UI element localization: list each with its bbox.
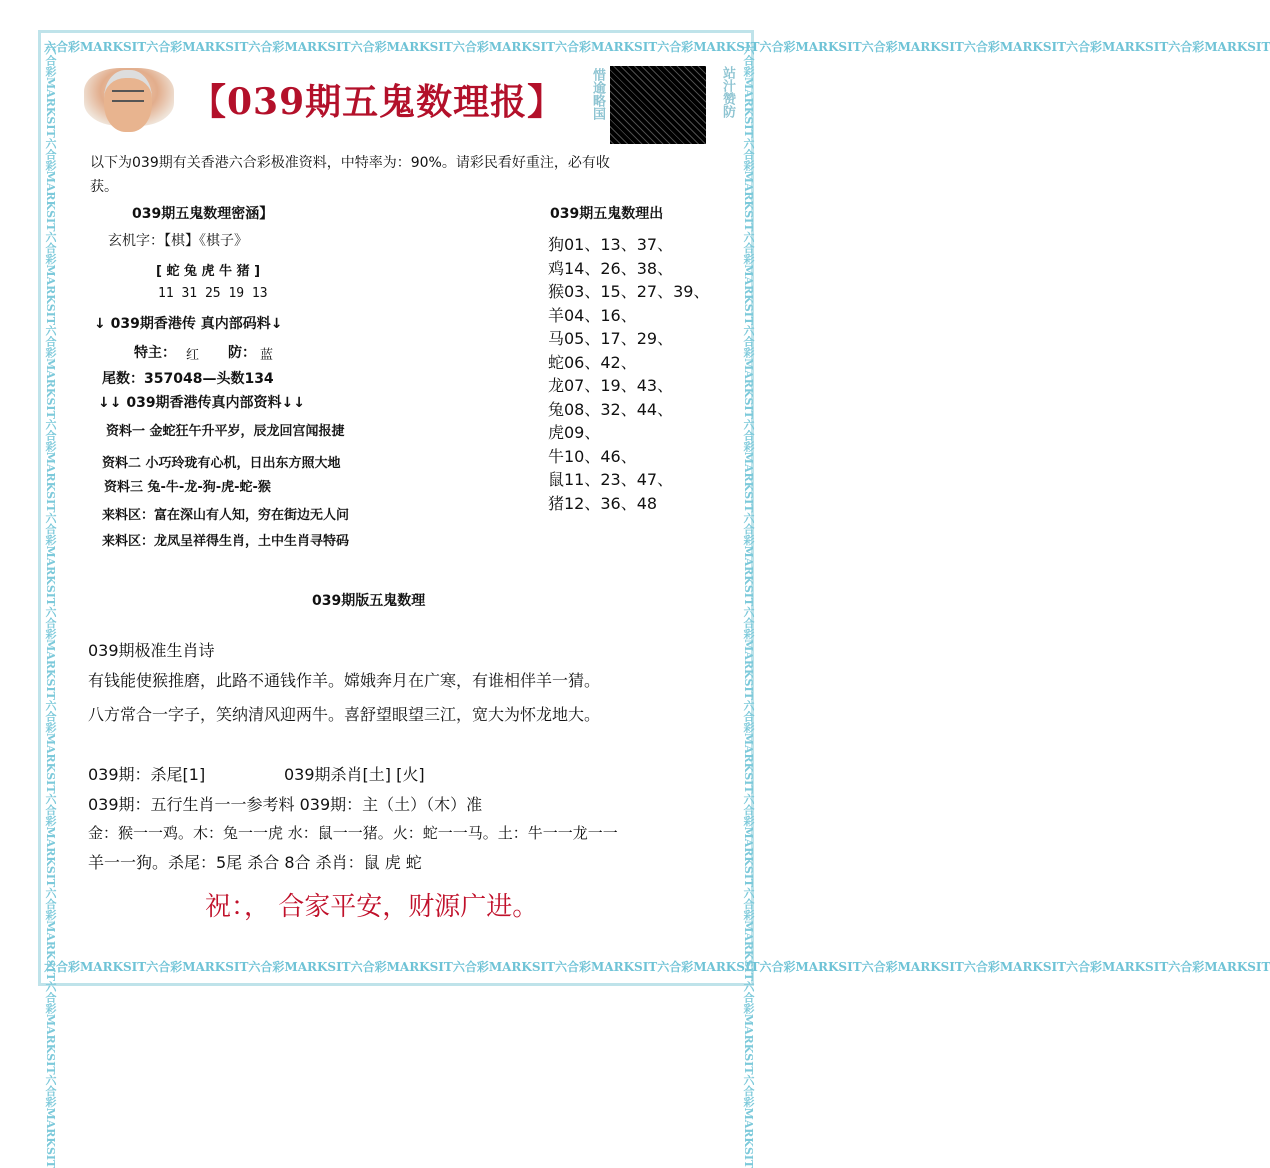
section-title: 039期版五鬼数理 — [312, 593, 426, 609]
hk-heading: ↓ 039期香港传 真内部码料↓ — [94, 316, 283, 332]
left-heading: 039期五鬼数理密涵】 — [132, 206, 274, 222]
avatar-photo — [84, 68, 174, 126]
ziliao-2: 资料二 小巧玲珑有心机，日出东方照大地 — [102, 456, 341, 471]
poem-title: 039期极准生肖诗 — [88, 641, 215, 660]
numbers-text: 11 31 25 19 13 — [158, 286, 268, 301]
fang-value: 蓝 — [260, 348, 274, 363]
weishu-text: 尾数：357048—头数134 — [102, 371, 274, 387]
watermark-bottom: 六合彩MARKSIT六合彩MARKSIT六合彩MARKSIT六合彩MARKSIT六合彩MARKSIT六合彩MARKSIT六合彩MARKSIT六合彩MARKSIT六合彩MARKSIT六合彩MARKSIT六合彩MARKSIT六合彩MARKSIT — [44, 960, 1270, 974]
laoliao-1: 来料区：富在深山有人知，穷在街边无人问 — [102, 508, 350, 523]
xuanji-text: 玄机字：【棋】《棋子》 — [108, 233, 248, 249]
zodiac-row: 狗01、13、37、 — [548, 235, 674, 254]
zodiac-row: 兔08、32、44、 — [548, 399, 674, 419]
ziliao-1: 资料一 金蛇狂午升平岁，辰龙回宫闻报捷 — [106, 424, 345, 439]
tezhu-label: 特主： — [134, 345, 176, 361]
zodiac-row: 马05、17、29、 — [548, 329, 674, 348]
zodiac-row: 牛10、46、 — [548, 446, 637, 466]
zodiac-row: 猴03、15、27、39、 — [548, 282, 710, 301]
zodiac-row: 鸡14、26、38、 — [548, 258, 674, 278]
zodiac-row: 龙07、19、43、 — [548, 376, 674, 395]
intro-text: 以下为039期有关香港六合彩极准资料，中特率为：90%。请彩民看好重注，必有收 — [90, 155, 610, 171]
ziliao-3: 资料三 兔-牛-龙-狗-虎-蛇-猴 — [104, 480, 271, 495]
poem-line-2: 八方常合一字子，笑纳清风迎两牛。喜舒望眼望三江，宽大为怀龙地大。 — [88, 705, 601, 724]
wuxing-text: 039期：五行生肖一一参考料 039期：主（土）（木）准 — [88, 795, 483, 814]
zodiac-row: 羊04、16、 — [548, 305, 637, 325]
animals-text: [ 蛇 兔 虎 牛 猪 ] — [156, 264, 261, 279]
tezhu-value: 红 — [186, 348, 200, 363]
zodiac-row: 猪12、36、48 — [548, 493, 658, 513]
kill-zodiac-text: 039期杀肖[土] [火] — [284, 765, 425, 784]
stamp-text-left: 惜逾略国 — [590, 68, 605, 120]
intro-text-2: 获。 — [90, 179, 118, 195]
elements-text: 金：猴一一鸡。木：兔一一虎 水：鼠一一猪。火：蛇一一马。土：牛一一龙一一 — [88, 824, 618, 842]
poem-line-1: 有钱能使猴推磨，此路不通钱作羊。嫦娥奔月在广寒，有谁相伴羊一猜。 — [88, 671, 601, 690]
stamp-text-right: 站汁赞防 — [720, 66, 735, 118]
page-title: 【039期五鬼数理报】 — [190, 81, 565, 123]
hk-heading-2: ↓↓ 039期香港传真内部资料↓↓ — [98, 395, 306, 411]
watermark-top: 六合彩MARKSIT六合彩MARKSIT六合彩MARKSIT六合彩MARKSIT六合彩MARKSIT六合彩MARKSIT六合彩MARKSIT六合彩MARKSIT六合彩MARKSIT六合彩MARKSIT六合彩MARKSIT六合彩MARKSIT — [44, 40, 1270, 54]
fang-label: 防： — [228, 345, 256, 361]
zodiac-row: 虎09、 — [548, 423, 601, 442]
zodiac-row: 鼠11、23、47、 — [548, 470, 674, 489]
kill-tail-text: 039期：杀尾[1] — [88, 765, 206, 784]
kill-summary-text: 羊一一狗。杀尾：5尾 杀合 8合 杀肖：鼠 虎 蛇 — [88, 853, 422, 872]
laoliao-2: 来料区：龙凤呈祥得生肖，土中生肖寻特码 — [102, 534, 350, 549]
right-heading: 039期五鬼数理出 — [550, 206, 664, 222]
watermark-left: 六合彩MARKSIT六合彩MARKSIT六合彩MARKSIT六合彩MARKSIT六合彩MARKSIT六合彩MARKSIT六合彩MARKSIT六合彩MARKSIT六合彩MARKSIT六合彩MARKSIT六合彩MARKSIT六合彩MARKSIT — [44, 44, 57, 1168]
footer-blessing: 祝：， 合家平安，财源广进。 — [205, 892, 539, 922]
watermark-right: 六合彩MARKSIT六合彩MARKSIT六合彩MARKSIT六合彩MARKSIT六合彩MARKSIT六合彩MARKSIT六合彩MARKSIT六合彩MARKSIT六合彩MARKSIT六合彩MARKSIT六合彩MARKSIT六合彩MARKSIT — [742, 44, 755, 1168]
qr-noise-image — [610, 66, 706, 144]
zodiac-row: 蛇06、42、 — [548, 352, 637, 372]
